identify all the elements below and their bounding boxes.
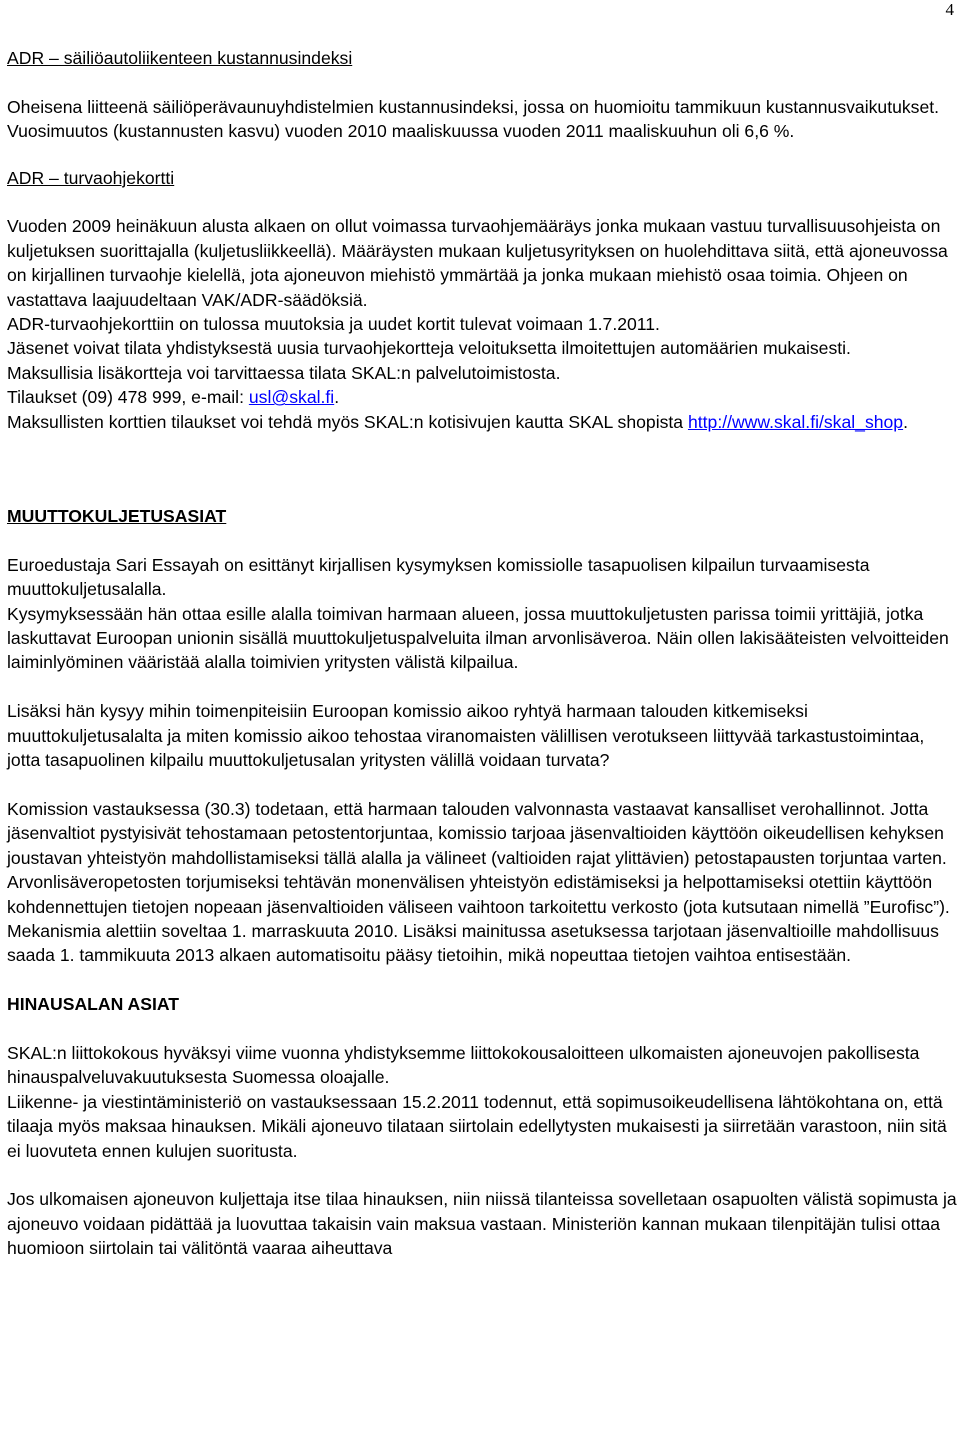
- paragraph-adr-card-2: ADR-turvaohjekorttiin on tulossa muutoksia ja uudet kortit tulevat voimaan 1.7.2011.: [7, 314, 660, 335]
- paragraph-removals-2: Kysymyksessään hän ottaa esille alalla toimivan harmaan alueen, jossa muuttokuljetusten parissa toimii yrittäjiä, jotka laskuttavat Euroopan unionin sisällä muuttokuljetuspalveluita ilman arvonlisäveroa. Näin ollen lakisääteisten velvoitteiden laiminlyöminen vääristää alalla toimivien yritysten välistä kilpailua.: [7, 603, 949, 673]
- document-body: [7, 46, 957, 1261]
- paragraph-removals-1: Euroedustaja Sari Essayah on esittänyt kirjallisen kysymyksen komissiolle tasapuolisen kilpailun turvaamisesta muuttokuljetusalalla.: [7, 554, 870, 600]
- paragraph-removals-3: Lisäksi hän kysyy mihin toimenpiteisiin Euroopan komissio aikoo ryhtyä harmaan talouden kitkemiseksi muuttokuljetusalalta ja miten komissio aikoo tehostaa viranomaisten välillisen verotukseen liittyvää tarkastustoimintaa, jotta tasapuolinen kilpailu muuttokuljetusalan yritysten välillä voidaan turvata?: [7, 701, 925, 771]
- email-link[interactable]: usl@skal.fi: [248, 387, 335, 408]
- heading-adr-card: ADR – turvaohjekortti: [7, 167, 175, 188]
- page-number: 4: [945, 0, 954, 19]
- heading-adr-index: ADR – säiliöautoliikenteen kustannusindeksi: [7, 48, 353, 68]
- paragraph-adr-card-1: Vuoden 2009 heinäkuun alusta alkaen on ollut voimassa turvaohjemääräys jonka mukaan vastuu turvallisuusohjeista on kuljetuksen suorittajalla (kuljetusliikkeellä). Määräysten mukaan kuljetusyrityksen on huolehdittava siitä, että ajoneuvossa on kirjallinen turvaohje kielellä, jota ajoneuvon miehistö ymmärtää ja jonka mukaan miehistö osaa toimia. Ohjeen on vastattava laajuudeltaan VAK/ADR-säädöksiä.: [7, 216, 948, 310]
- shop-text: Maksullisten korttien tilaukset voi tehdä myös SKAL:n kotisivujen kautta SKAL shopista: [7, 411, 688, 432]
- paragraph-towing-3: Jos ulkomaisen ajoneuvon kuljettaja itse tilaa hinauksen, niin niissä tilanteissa sovelletaan osapuolten välistä sopimusta ja ajoneuvo voidaan pidättää ja luovuttaa takaisin vain maksua vastaan. Ministeriön kannan mukaan tilenpitäjän tulisi ottaa huomioon siirtolain tai välitöntä vaaraa aiheuttava: [7, 1189, 957, 1259]
- shop-link[interactable]: http://www.skal.fi/skal_shop: [687, 411, 904, 432]
- shop-suffix: .: [903, 411, 908, 432]
- heading-removals: MUUTTOKULJETUSASIAT: [7, 506, 227, 527]
- orders-prefix: Tilaukset (09) 478 999, e-mail:: [7, 387, 249, 408]
- paragraph-adr-card-3: Jäsenet voivat tilata yhdistyksestä uusia turvaohjekortteja veloituksetta ilmoitettujen automäärien mukaisesti.: [7, 338, 851, 359]
- paragraph-adr-index: Oheisena liitteenä säiliöperävaunuyhdistelmien kustannusindeksi, jossa on huomioitu tammikuun kustannusvaikutukset. Vuosimuutos (kustannusten kasvu) vuoden 2010 maaliskuussa vuoden 2011 maaliskuuhun oli 6,6 %.: [7, 96, 940, 142]
- orders-suffix: .: [334, 387, 340, 408]
- heading-towing: HINAUSALAN ASIAT: [7, 994, 180, 1015]
- paragraph-shop: [7, 410, 957, 434]
- paragraph-towing-1: SKAL:n liittokokous hyväksyi viime vuonna yhdistyksemme liittokokousaloitteen ulkomaisten ajoneuvojen pakollisesta hinauspalveluvakuutuksesta Suomessa oloajalle.: [7, 1042, 920, 1088]
- paragraph-towing-2: Liikenne- ja viestintäministeriö on vastauksessaan 15.2.2011 todennut, että sopimusoikeudellisena lähtökohtana on, että tilaaja myös maksaa hinauksen. Mikäli ajoneuvo tilataan siirtolain edellytysten mukaisesti ja siirretään varastoon, niin sitä ei luovuteta ennen kulujen suoritusta.: [7, 1091, 947, 1161]
- paragraph-removals-4: Komission vastauksessa (30.3) todetaan, että harmaan talouden valvonnasta vastaavat kansalliset verohallinnot. Jotta jäsenvaltiot pystyisivät tehostamaan petostentorjuntaa, komissio tarjoaa jäsenvaltioiden käyttöön oikeudellisen kehyksen joustavan yhteistyön mahdollistamiseksi tällä alalla ja välineet (valtioiden rajat ylittävien) petostapausten torjuntaa varten. Arvonlisäveropetosten torjumiseksi tehtävän monenvälisen yhteistyön edistämiseksi ja helpottamiseksi otettiin käyttöön kohdennettujen tietojen nopeaan jäsenvaltioiden väliseen vaihtoon tarkoitettu verkosto (jota kutsutaan nimellä ”Eurofisc”). Mekanismia alettiin soveltaa 1. marraskuuta 2010. Lisäksi mainitussa asetuksessa tarjotaan jäsenvaltioille mahdollisuus saada 1. tammikuuta 2013 alkaen automatisoitu pääsy tietoihin, mikä nopeuttaa tietojen vaihtoa entisestään.: [7, 798, 950, 966]
- paragraph-orders: [7, 385, 957, 409]
- paragraph-adr-card-4: Maksullisia lisäkortteja voi tarvittaessa tilata SKAL:n palvelutoimistosta.: [7, 362, 561, 383]
